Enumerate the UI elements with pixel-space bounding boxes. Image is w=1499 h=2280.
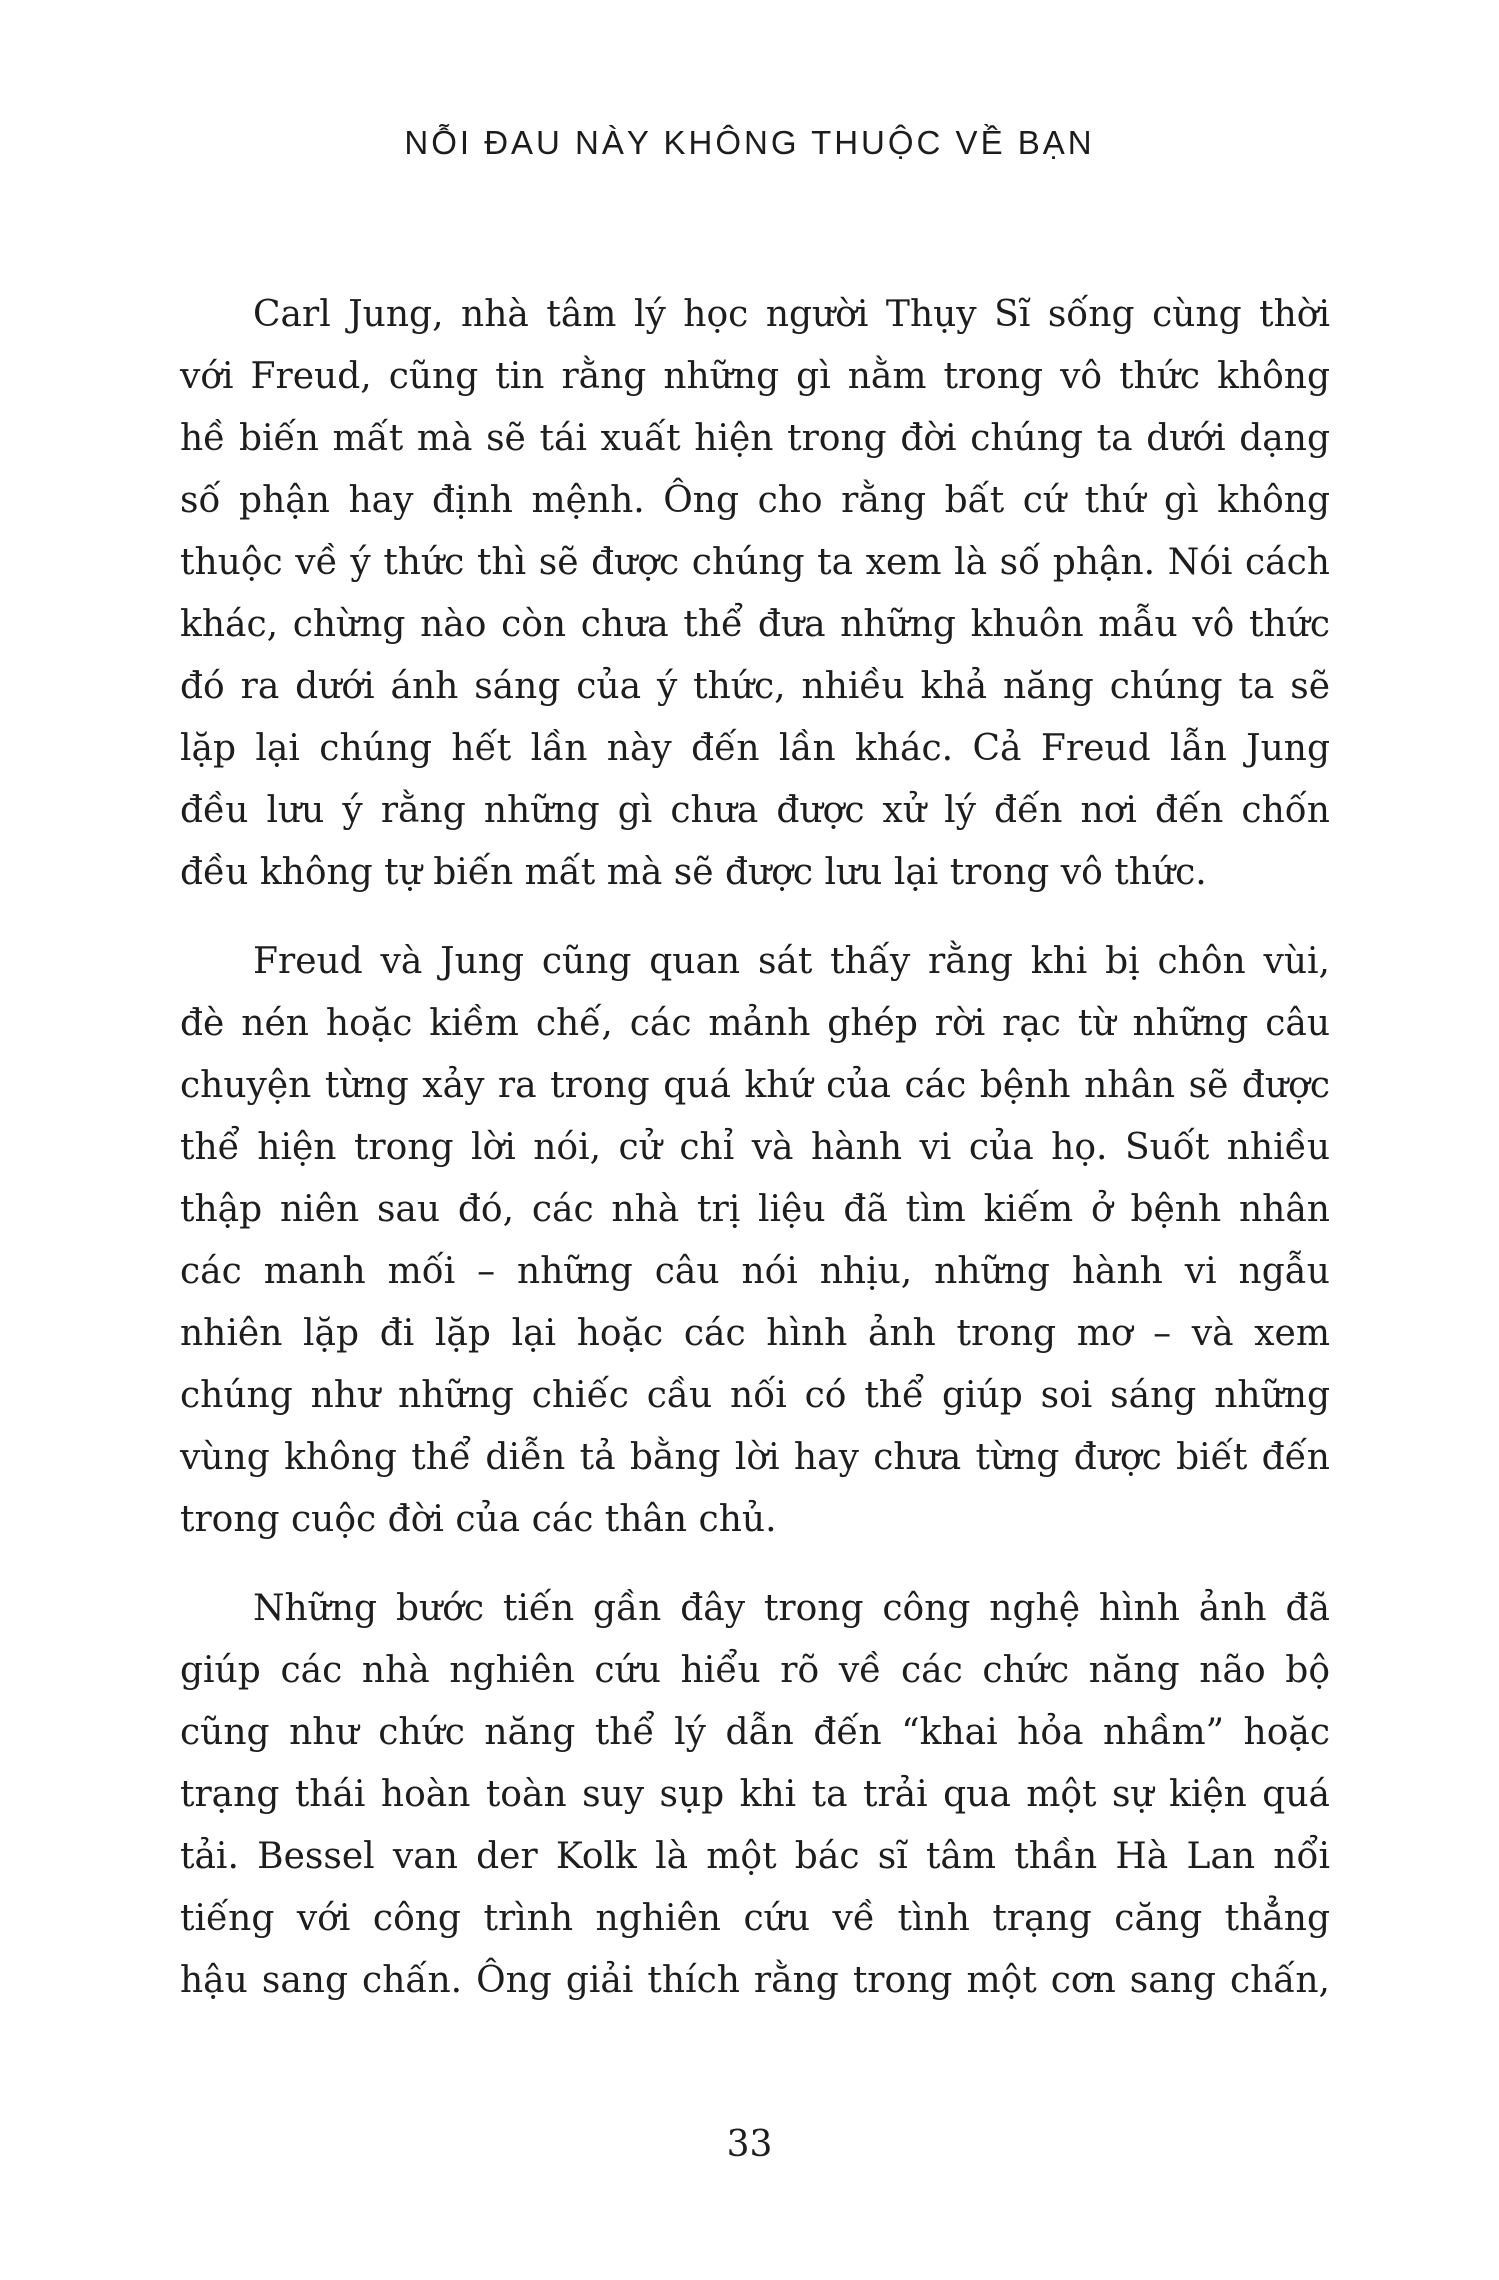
text-line: thập niên sau đó, các nhà trị liệu đã tìm kiếm ở bệnh nhân xyxy=(180,1189,1330,1230)
text-line: với Freud, cũng tin rằng những gì nằm trong vô thức không xyxy=(180,356,1330,397)
text-line: trạng thái hoàn toàn suy sụp khi ta trải qua một sự kiện quá xyxy=(180,1774,1330,1815)
text-line: tải. Bessel van der Kolk là một bác sĩ tâm thần Hà Lan nổi xyxy=(180,1836,1330,1877)
running-header: NỖI ĐAU NÀY KHÔNG THUỘC VỀ BẠN xyxy=(404,124,1095,161)
page-number: 33 xyxy=(726,2124,773,2165)
text-line: Những bước tiến gần đây trong công nghệ hình ảnh đã xyxy=(253,1588,1330,1629)
paragraph xyxy=(180,284,1330,904)
paragraph xyxy=(180,1578,1330,2012)
text-line: chúng như những chiếc cầu nối có thể giúp soi sáng những xyxy=(180,1375,1330,1416)
text-line: nhiên lặp đi lặp lại hoặc các hình ảnh trong mơ – và xem xyxy=(180,1313,1330,1354)
text-line: thuộc về ý thức thì sẽ được chúng ta xem là số phận. Nói cách xyxy=(180,542,1330,583)
text-line: cũng như chức năng thể lý dẫn đến “khai hỏa nhầm” hoặc xyxy=(180,1712,1330,1753)
text-line: tiếng với công trình nghiên cứu về tình trạng căng thẳng xyxy=(180,1898,1330,1939)
text-line: trong cuộc đời của các thân chủ. xyxy=(180,1499,777,1540)
paragraph xyxy=(180,931,1330,1551)
page-body xyxy=(180,284,1330,2012)
text-line: lặp lại chúng hết lần này đến lần khác. Cả Freud lẫn Jung xyxy=(180,728,1330,769)
text-line: số phận hay định mệnh. Ông cho rằng bất cứ thứ gì không xyxy=(180,480,1330,521)
text-line: thể hiện trong lời nói, cử chỉ và hành vi của họ. Suốt nhiều xyxy=(180,1127,1330,1168)
text-line: đều lưu ý rằng những gì chưa được xử lý đến nơi đến chốn xyxy=(180,790,1330,831)
text-line: các manh mối – những câu nói nhịu, những hành vi ngẫu xyxy=(180,1251,1330,1292)
text-line: hề biến mất mà sẽ tái xuất hiện trong đời chúng ta dưới dạng xyxy=(180,418,1330,459)
text-line: Freud và Jung cũng quan sát thấy rằng khi bị chôn vùi, xyxy=(253,941,1330,982)
text-line: vùng không thể diễn tả bằng lời hay chưa từng được biết đến xyxy=(180,1437,1330,1478)
text-line: chuyện từng xảy ra trong quá khứ của các bệnh nhân sẽ được xyxy=(180,1065,1330,1106)
text-line: giúp các nhà nghiên cứu hiểu rõ về các chức năng não bộ xyxy=(180,1650,1330,1691)
text-line: hậu sang chấn. Ông giải thích rằng trong một cơn sang chấn, xyxy=(180,1960,1330,2001)
text-line: khác, chừng nào còn chưa thể đưa những khuôn mẫu vô thức xyxy=(180,604,1330,645)
text-line: đều không tự biến mất mà sẽ được lưu lại trong vô thức. xyxy=(180,852,1207,893)
text-line: Carl Jung, nhà tâm lý học người Thụy Sĩ sống cùng thời xyxy=(253,294,1330,335)
text-line: đó ra dưới ánh sáng của ý thức, nhiều khả năng chúng ta sẽ xyxy=(180,666,1330,707)
text-line: đè nén hoặc kiềm chế, các mảnh ghép rời rạc từ những câu xyxy=(180,1003,1330,1044)
